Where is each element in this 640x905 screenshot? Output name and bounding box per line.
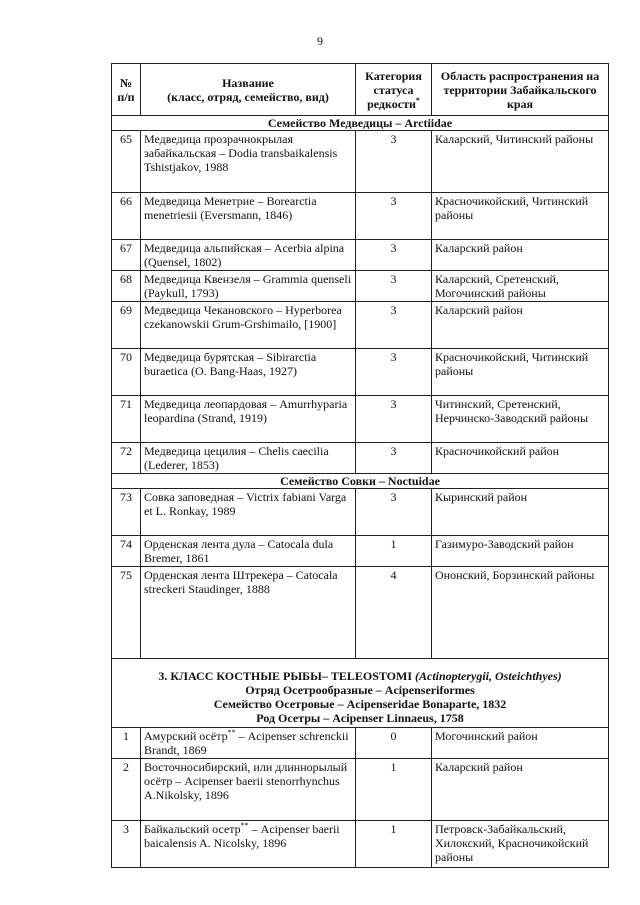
distribution-area: Ононский, Борзинский районы — [432, 567, 609, 659]
table-row — [112, 443, 609, 474]
rarity-category: 3 — [356, 131, 432, 193]
rarity-category: 3 — [356, 489, 432, 536]
distribution-area: Кыринский район — [432, 489, 609, 536]
header-num: № п/п — [112, 64, 141, 116]
row-number: 74 — [112, 536, 141, 567]
family-title: Семейство Осетровые – Acipenseridae Bonaparte, 1832 — [213, 697, 507, 711]
family-title: Семейство Совки – Noctuidae — [112, 474, 609, 489]
species-name — [141, 759, 356, 821]
table-row — [112, 302, 609, 349]
distribution-area: Каларский, Читинский районы — [432, 131, 609, 193]
table-row — [112, 349, 609, 396]
distribution-area: Петровск-Забайкальский, Хилокский, Красночикойский районы — [432, 821, 609, 868]
row-number: 71 — [112, 396, 141, 443]
distribution-area: Читинский, Сретенский, Нерчинско-Заводский районы — [432, 396, 609, 443]
rarity-category: 3 — [356, 271, 432, 302]
red-book-table — [111, 63, 609, 868]
species-name: Орденская лента Штрекера – Catocala streckeri Staudinger, 1888 — [141, 567, 356, 659]
distribution-area: Газимуро-Заводский район — [432, 536, 609, 567]
row-number: 65 — [112, 131, 141, 193]
table-body — [112, 116, 609, 868]
species-name-part: Байкальский осетр — [144, 822, 241, 836]
species-name-part: Амурский осётр — [144, 729, 228, 743]
row-number: 73 — [112, 489, 141, 536]
row-number: 2 — [112, 759, 141, 821]
rarity-category: 3 — [356, 193, 432, 240]
order-title: Отряд Осетрообразные – Acipenseriformes — [245, 683, 475, 697]
header-category: Категория статуса редкости* — [356, 64, 432, 116]
family-title: Семейство Медведицы – Arctiidae — [112, 116, 609, 131]
row-number: 70 — [112, 349, 141, 396]
footnote-mark: ** — [240, 821, 249, 830]
footnote-mark: ** — [227, 728, 236, 737]
distribution-area: Каларский район — [432, 240, 609, 271]
distribution-area: Красночикойский, Читинский районы — [432, 349, 609, 396]
row-number: 67 — [112, 240, 141, 271]
table-row — [112, 193, 609, 240]
species-name: Медведица Квензеля – Grammia quenseli (Paykull, 1793) — [141, 271, 356, 302]
species-name: Медведица цецилия – Chelis caecilia (Lederer, 1853) — [141, 443, 356, 474]
row-number: 72 — [112, 443, 141, 474]
table-row — [112, 567, 609, 659]
table-row — [112, 240, 609, 271]
species-name: Медведица Чекановского – Hyperborea czekanowskii Grum-Grshimailo, [1900] — [141, 302, 356, 349]
row-number: 68 — [112, 271, 141, 302]
class-header-row — [112, 659, 609, 728]
distribution-area: Красночикойский, Читинский районы — [432, 193, 609, 240]
distribution-area: Красночикойский район — [432, 443, 609, 474]
page-number: 9 — [317, 34, 323, 48]
row-number: 75 — [112, 567, 141, 659]
family-header-row — [112, 474, 609, 489]
species-name: Медведица альпийская – Acerbia alpina (Quensel, 1802) — [141, 240, 356, 271]
row-number: 69 — [112, 302, 141, 349]
distribution-area: Каларский район — [432, 759, 609, 821]
rarity-category: 3 — [356, 443, 432, 474]
distribution-area: Могочинский район — [432, 728, 609, 759]
species-name — [141, 728, 356, 759]
species-name: Медведица прозрачнокрылая забайкальская – Dodia transbaikalensis Tshistjakov, 1988 — [141, 131, 356, 193]
family-header-row — [112, 116, 609, 131]
table-row — [112, 728, 609, 759]
table-header-row — [112, 64, 609, 116]
class-title-text: 3. КЛАСС КОСТНЫЕ РЫБЫ– TELEOSTOMI — [158, 669, 413, 683]
row-number: 66 — [112, 193, 141, 240]
species-name: Медведица Менетрие – Borearctia menetriesii (Eversmann, 1846) — [141, 193, 356, 240]
species-name — [141, 821, 356, 868]
rarity-category: 4 — [356, 567, 432, 659]
header-area: Область распространения на территории Забайкальского края — [432, 64, 609, 116]
distribution-area: Каларский, Сретенский, Могочинский районы — [432, 271, 609, 302]
rarity-category: 3 — [356, 240, 432, 271]
rarity-category: 1 — [356, 821, 432, 868]
genus-title: Род Осетры – Acipenser Linnaeus, 1758 — [256, 711, 464, 725]
class-title-latin: (Actinopterygii, Osteichthyes) — [415, 669, 562, 683]
row-number: 3 — [112, 821, 141, 868]
rarity-category: 3 — [356, 396, 432, 443]
class-header — [112, 659, 609, 728]
table-row — [112, 489, 609, 536]
species-name: Совка заповедная – Victrix fabiani Varga et L. Ronkay, 1989 — [141, 489, 356, 536]
table-row — [112, 271, 609, 302]
species-name: Медведица бурятская – Sibirarctia buraetica (O. Bang-Haas, 1927) — [141, 349, 356, 396]
rarity-category: 3 — [356, 302, 432, 349]
species-name-part: – Acipenser baerii baicalensis A. Nicolsky, 1896 — [144, 822, 340, 850]
distribution-area: Каларский район — [432, 302, 609, 349]
table-row — [112, 396, 609, 443]
row-number: 1 — [112, 728, 141, 759]
class-title — [115, 669, 605, 683]
species-name: Медведица леопардовая – Amurrhyparia leopardina (Strand, 1919) — [141, 396, 356, 443]
table-row — [112, 536, 609, 567]
species-name-part: – Acipenser schrenckii Brandt, 1869 — [144, 729, 349, 757]
header-name: Название (класс, отряд, семейство, вид) — [141, 64, 356, 116]
rarity-category: 1 — [356, 536, 432, 567]
rarity-category: 0 — [356, 728, 432, 759]
rarity-category: 3 — [356, 349, 432, 396]
table-row — [112, 131, 609, 193]
species-name: Орденская лента дула – Catocala dula Bremer, 1861 — [141, 536, 356, 567]
species-name-part: Восточносибирский, или длиннорылый осётр – Acipenser baerii stenorrhynchus A.Nikolsky, 1896 — [144, 760, 348, 802]
table-row — [112, 759, 609, 821]
table-row — [112, 821, 609, 868]
rarity-category: 1 — [356, 759, 432, 821]
